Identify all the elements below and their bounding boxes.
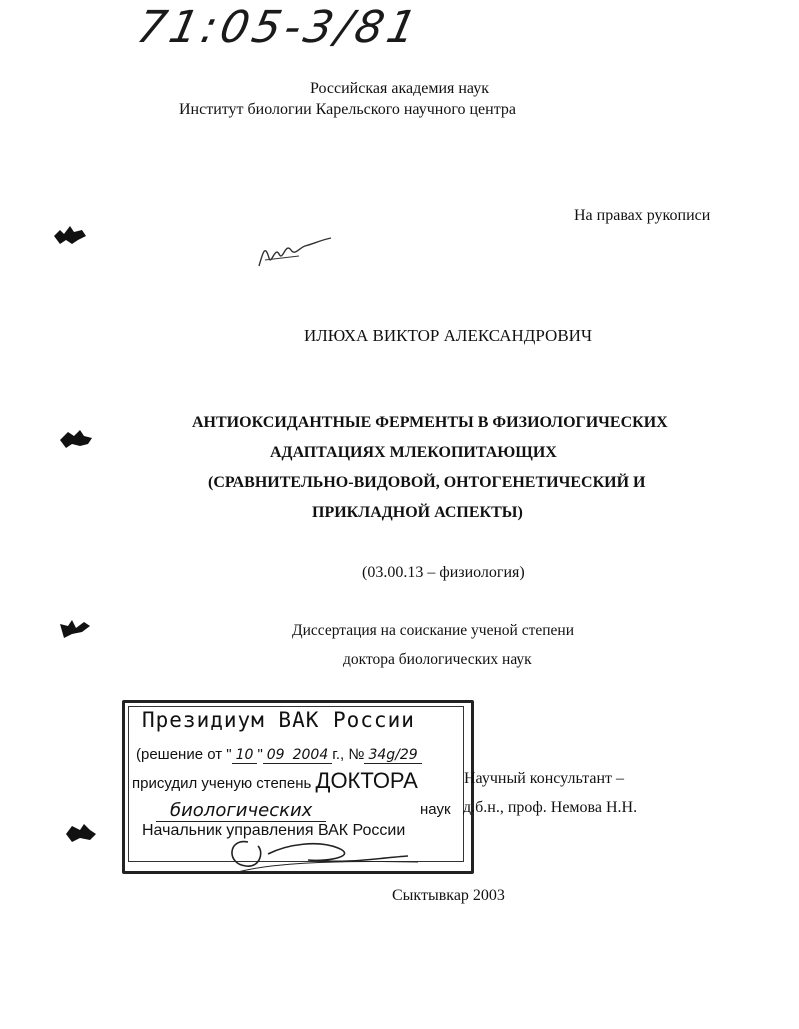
stamp-decision-mid: " <box>257 746 263 763</box>
institute-name: Институт биологии Карельского научного центра <box>178 101 517 118</box>
vak-stamp <box>112 700 472 878</box>
shelfmark-handwritten: 71:05-3/81 <box>132 2 425 53</box>
title-line-4: ПРИКЛАДНОЙ АСПЕКТЫ) <box>312 504 523 521</box>
author-name: ИЛЮХА ВИКТОР АЛЕКСАНДРОВИЧ <box>304 326 592 345</box>
consultant-name: д.б.н., проф. Немова Н.Н. <box>463 799 638 816</box>
stamp-decision-number: 34g/29 <box>364 747 421 764</box>
stamp-decision <box>136 746 422 763</box>
stamp-decision-month: 09 <box>263 747 289 764</box>
margin-blot-icon <box>58 426 98 452</box>
title-line-1: АНТИОКСИДАНТНЫЕ ФЕРМЕНТЫ В ФИЗИОЛОГИЧЕСКИХ <box>192 414 668 431</box>
margin-blot-icon <box>62 820 102 846</box>
title-line-3: (СРАВНИТЕЛЬНО-ВИДОВОЙ, ОНТОГЕНЕТИЧЕСКИЙ И <box>208 474 646 491</box>
stamp-decision-prefix: (решение от " <box>136 746 232 763</box>
stamp-field-line <box>156 800 326 821</box>
stamp-title: Президиум ВАК России <box>142 708 415 732</box>
stamp-decision-day: 10 <box>232 747 258 764</box>
stamp-decision-year: 2004 <box>289 747 333 764</box>
specialty-code: (03.00.13 – физиология) <box>362 564 525 581</box>
dissertation-line-1: Диссертация на соискание ученой степени <box>292 622 574 639</box>
title-line-2: АДАПТАЦИЯХ МЛЕКОПИТАЮЩИХ <box>270 444 557 461</box>
margin-blot-icon <box>56 614 96 640</box>
stamp-head: Начальник управления ВАК России <box>142 822 406 839</box>
margin-blot-icon <box>50 222 90 248</box>
stamp-decision-suffix: г., № <box>332 746 365 763</box>
academy-name: Российская академия наук <box>310 80 489 97</box>
stamp-signature <box>208 834 428 878</box>
stamp-awarded: присудил ученую степень <box>132 775 312 792</box>
city-year: Сыктывкар 2003 <box>392 887 505 904</box>
rights-note: На правах рукописи <box>574 207 711 224</box>
stamp-awarded-line <box>132 768 418 794</box>
consultant-label: Научный консультант – <box>464 770 624 787</box>
signature-scribble <box>255 232 335 272</box>
dissertation-line-2: доктора биологических наук <box>343 651 532 668</box>
stamp-sciences: наук <box>420 801 451 818</box>
stamp-field-handwritten: биологических <box>156 800 326 822</box>
stamp-degree: ДОКТОРА <box>315 768 418 793</box>
